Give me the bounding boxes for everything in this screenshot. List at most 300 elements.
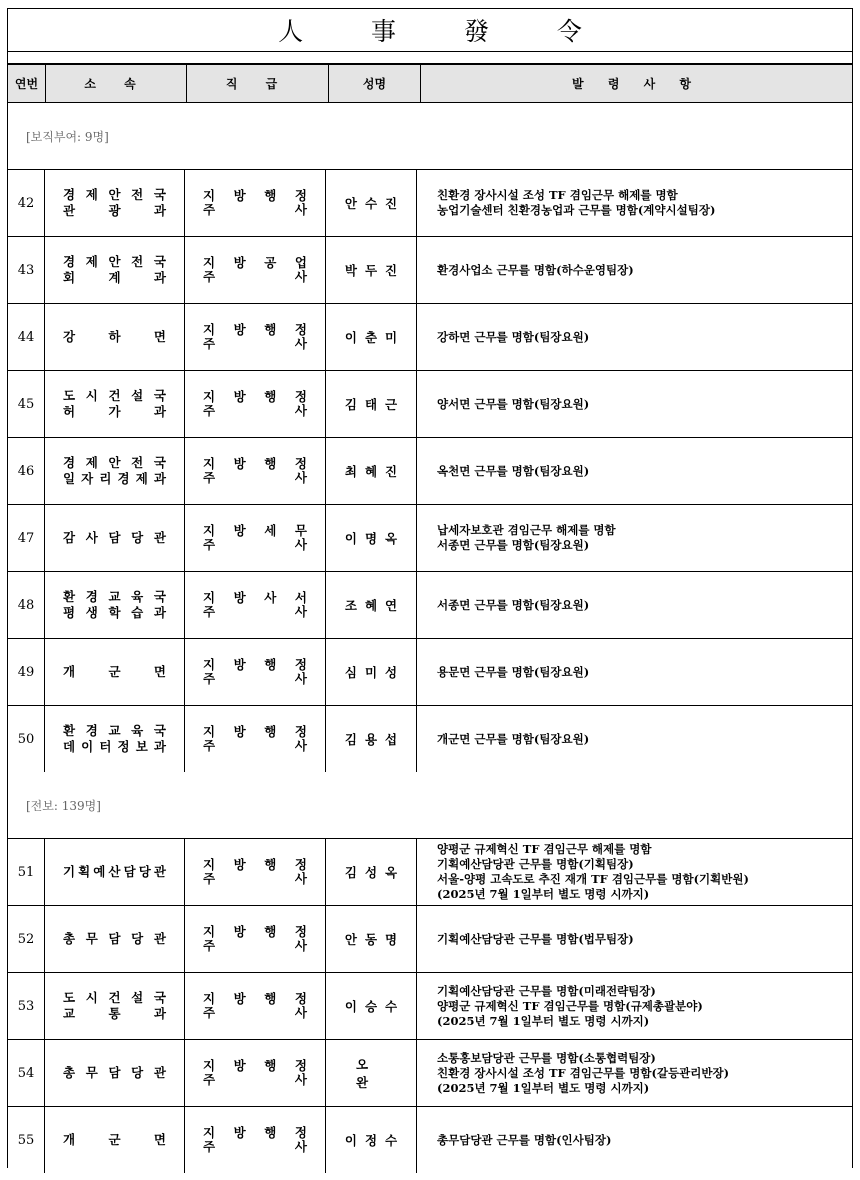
table-row bbox=[8, 438, 852, 505]
person-name: 오완 bbox=[326, 1040, 417, 1106]
rank-line-2 bbox=[203, 938, 307, 954]
dept-cell bbox=[45, 906, 185, 972]
char: 사 bbox=[294, 938, 307, 953]
char: 제 bbox=[135, 471, 148, 486]
dept-cell bbox=[45, 1040, 185, 1106]
char: 경 bbox=[85, 723, 98, 738]
char: 전 bbox=[131, 254, 144, 269]
char: 방 bbox=[233, 857, 246, 872]
char: 주 bbox=[203, 738, 216, 753]
person-name: 최혜진 bbox=[326, 438, 417, 504]
rank-line-2 bbox=[203, 470, 307, 486]
table-row bbox=[8, 572, 852, 639]
char: 정 bbox=[294, 456, 307, 471]
order-line: (2025년 7월 1일부터 별도 명령 시까지) bbox=[437, 1013, 650, 1028]
dept-line-1 bbox=[63, 455, 166, 471]
char: 세 bbox=[264, 523, 277, 538]
char: 산 bbox=[108, 864, 121, 879]
char: 터 bbox=[99, 739, 112, 754]
order-line: 소통홍보담당관 근무를 명함(소통협력팀장) bbox=[437, 1050, 656, 1065]
order-line: 용문면 근무를 명함(팀장요원) bbox=[437, 664, 590, 679]
order-cell bbox=[417, 170, 852, 236]
order-line: 개군면 근무를 명함(팀장요원) bbox=[437, 731, 590, 746]
row-number: 52 bbox=[8, 906, 45, 972]
char: 사 bbox=[294, 1072, 307, 1087]
order-cell bbox=[417, 572, 852, 638]
char: 주 bbox=[203, 470, 216, 485]
char: 지 bbox=[203, 1125, 216, 1140]
rank-line-2 bbox=[203, 269, 307, 285]
char: 교 bbox=[63, 1006, 76, 1021]
dept-cell bbox=[45, 170, 185, 236]
char: 관 bbox=[153, 931, 166, 946]
dept-cell bbox=[45, 1107, 185, 1173]
table-row bbox=[8, 304, 852, 371]
transfer-rows bbox=[8, 839, 852, 1173]
person-name: 박두진 bbox=[326, 237, 417, 303]
order-cell bbox=[417, 237, 852, 303]
dept-line-2 bbox=[63, 605, 166, 621]
char: 방 bbox=[233, 188, 246, 203]
char: 국 bbox=[153, 723, 166, 738]
char: 허 bbox=[63, 404, 76, 419]
char: 총 bbox=[63, 1065, 76, 1080]
char: 안 bbox=[108, 254, 121, 269]
table-row bbox=[8, 906, 852, 973]
char: 지 bbox=[203, 857, 216, 872]
table-header bbox=[8, 65, 852, 103]
char: 사 bbox=[294, 604, 307, 619]
rank-cell bbox=[185, 1040, 326, 1106]
char: 지 bbox=[203, 991, 216, 1006]
char: 개 bbox=[63, 664, 76, 679]
dept-line-1 bbox=[63, 664, 166, 680]
char: 지 bbox=[203, 657, 216, 672]
dept-line-1 bbox=[63, 388, 166, 404]
rank-line-2 bbox=[203, 1005, 307, 1021]
order-line: 옥천면 근무를 명함(팀장요원) bbox=[437, 463, 590, 478]
person-name: 안수진 bbox=[326, 170, 417, 236]
char: 전 bbox=[131, 187, 144, 202]
char: 안 bbox=[108, 187, 121, 202]
order-cell bbox=[417, 1107, 852, 1173]
table-row bbox=[8, 170, 852, 237]
char: 건 bbox=[108, 388, 121, 403]
char: 무 bbox=[85, 931, 98, 946]
document-title: 人 事 發 令 bbox=[278, 17, 612, 46]
char: 정 bbox=[294, 857, 307, 872]
person-name: 김태근 bbox=[326, 371, 417, 437]
char: 학 bbox=[108, 605, 121, 620]
dept-line-1 bbox=[63, 530, 166, 546]
char: 사 bbox=[294, 403, 307, 418]
dept-line-1 bbox=[63, 1132, 166, 1148]
order-line: 서종면 근무를 명함(팀장요원) bbox=[437, 597, 590, 612]
char: 담 bbox=[108, 530, 121, 545]
char: 정 bbox=[294, 657, 307, 672]
person-name: 심미성 bbox=[326, 639, 417, 705]
char: 지 bbox=[203, 590, 216, 605]
rank-cell bbox=[185, 438, 326, 504]
rank-cell bbox=[185, 973, 326, 1039]
rank-line-2 bbox=[203, 738, 307, 754]
char: 회 bbox=[63, 270, 76, 285]
char: 행 bbox=[264, 188, 277, 203]
char: 행 bbox=[264, 924, 277, 939]
char: 당 bbox=[131, 530, 144, 545]
row-number: 45 bbox=[8, 371, 45, 437]
char: 사 bbox=[294, 269, 307, 284]
table-row bbox=[8, 371, 852, 438]
char: 주 bbox=[203, 403, 216, 418]
char: 방 bbox=[233, 924, 246, 939]
char: 교 bbox=[108, 723, 121, 738]
char: 전 bbox=[131, 455, 144, 470]
person-name: 이명옥 bbox=[326, 505, 417, 571]
char: 서 bbox=[294, 590, 307, 605]
person-name: 안동명 bbox=[326, 906, 417, 972]
order-line: (2025년 7월 1일부터 별도 명령 시까지) bbox=[437, 887, 650, 901]
char: 설 bbox=[131, 388, 144, 403]
row-number: 42 bbox=[8, 170, 45, 236]
char: 사 bbox=[294, 871, 307, 886]
dept-line-1 bbox=[63, 254, 166, 270]
char: 환 bbox=[63, 589, 76, 604]
char: 담 bbox=[108, 1065, 121, 1080]
order-cell bbox=[417, 505, 852, 571]
char: 방 bbox=[233, 523, 246, 538]
char: 안 bbox=[108, 455, 121, 470]
rank-line-2 bbox=[203, 1072, 307, 1088]
rank-cell bbox=[185, 1107, 326, 1173]
char: 공 bbox=[264, 255, 277, 270]
row-number: 48 bbox=[8, 572, 45, 638]
title-box bbox=[8, 9, 852, 52]
rank-cell bbox=[185, 170, 326, 236]
char: 정 bbox=[294, 1125, 307, 1140]
personnel-order-document bbox=[7, 8, 853, 1168]
char: 방 bbox=[233, 991, 246, 1006]
order-line: 총무담당관 근무를 명함(인사팀장) bbox=[437, 1132, 612, 1147]
char: 주 bbox=[203, 604, 216, 619]
person-name: 이승수 bbox=[326, 973, 417, 1039]
char: 방 bbox=[233, 255, 246, 270]
rank-line-2 bbox=[203, 671, 307, 687]
char: 주 bbox=[203, 938, 216, 953]
row-number: 43 bbox=[8, 237, 45, 303]
dept-line-1 bbox=[63, 1065, 166, 1081]
char: 행 bbox=[264, 1058, 277, 1073]
char: 담 bbox=[108, 931, 121, 946]
char: 정 bbox=[294, 188, 307, 203]
char: 획 bbox=[78, 864, 91, 879]
char: 제 bbox=[85, 455, 98, 470]
rank-line-2 bbox=[203, 202, 307, 218]
char: 방 bbox=[233, 322, 246, 337]
char: 가 bbox=[108, 404, 121, 419]
order-cell bbox=[417, 1040, 852, 1106]
rank-cell bbox=[185, 839, 326, 905]
order-cell bbox=[417, 438, 852, 504]
char: 데 bbox=[63, 739, 76, 754]
char: 광 bbox=[108, 203, 121, 218]
char: 지 bbox=[203, 188, 216, 203]
char: 행 bbox=[264, 1125, 277, 1140]
rank-cell bbox=[185, 371, 326, 437]
rank-line-2 bbox=[203, 537, 307, 553]
char: 무 bbox=[294, 523, 307, 538]
order-cell bbox=[417, 639, 852, 705]
header-rank: 직 급 bbox=[187, 65, 329, 102]
order-line: 친환경 장사시설 조성 TF 겸임근무를 명함(갈등관리반장) bbox=[437, 1065, 730, 1080]
char: 행 bbox=[264, 657, 277, 672]
char: 하 bbox=[108, 329, 121, 344]
char: 주 bbox=[203, 202, 216, 217]
row-number: 55 bbox=[8, 1107, 45, 1173]
dept-cell bbox=[45, 304, 185, 370]
table-row bbox=[8, 639, 852, 706]
rank-line-2 bbox=[203, 403, 307, 419]
char: 과 bbox=[153, 1006, 166, 1021]
dept-line-1 bbox=[63, 931, 166, 947]
dept-cell bbox=[45, 706, 185, 772]
char: 계 bbox=[108, 270, 121, 285]
row-number: 53 bbox=[8, 973, 45, 1039]
person-name: 김성옥 bbox=[326, 839, 417, 905]
rank-line-2 bbox=[203, 336, 307, 352]
order-line: 기획예산담당관 근무를 명함(미래전략팀장) bbox=[437, 983, 656, 998]
char: 행 bbox=[264, 389, 277, 404]
order-line: 양평군 규제혁신 TF 겸임근무를 명함(규제총괄분야) bbox=[437, 998, 703, 1013]
char: 국 bbox=[153, 589, 166, 604]
dept-line-1 bbox=[63, 723, 166, 739]
char: 관 bbox=[153, 864, 166, 879]
char: 정 bbox=[294, 991, 307, 1006]
char: 경 bbox=[63, 455, 76, 470]
rank-cell bbox=[185, 706, 326, 772]
char: 정 bbox=[294, 1058, 307, 1073]
char: 과 bbox=[153, 605, 166, 620]
dept-cell bbox=[45, 371, 185, 437]
row-number: 49 bbox=[8, 639, 45, 705]
char: 지 bbox=[203, 389, 216, 404]
char: 예 bbox=[93, 864, 106, 879]
order-line: 강하면 근무를 명함(팀장요원) bbox=[437, 329, 590, 344]
order-line: 기획예산담당관 근무를 명함(기획팀장) bbox=[437, 857, 634, 871]
char: 시 bbox=[85, 388, 98, 403]
char: 방 bbox=[233, 1125, 246, 1140]
assignment-rows bbox=[8, 170, 852, 772]
order-cell bbox=[417, 973, 852, 1039]
char: 경 bbox=[63, 187, 76, 202]
char: 국 bbox=[153, 187, 166, 202]
row-number: 47 bbox=[8, 505, 45, 571]
dept-cell bbox=[45, 505, 185, 571]
rank-line-2 bbox=[203, 604, 307, 620]
char: 지 bbox=[203, 523, 216, 538]
char: 사 bbox=[294, 671, 307, 686]
header-dept: 소 속 bbox=[46, 65, 187, 102]
section-assignment: [보직부여: 9명] bbox=[8, 103, 852, 170]
rank-cell bbox=[185, 304, 326, 370]
table-row bbox=[8, 706, 852, 772]
person-name: 이춘미 bbox=[326, 304, 417, 370]
dept-cell bbox=[45, 973, 185, 1039]
row-number: 50 bbox=[8, 706, 45, 772]
table-row bbox=[8, 505, 852, 572]
char: 정 bbox=[294, 322, 307, 337]
char: 이 bbox=[81, 739, 94, 754]
char: 지 bbox=[203, 1058, 216, 1073]
char: 경 bbox=[63, 254, 76, 269]
char: 생 bbox=[85, 605, 98, 620]
order-line: 친환경 장사시설 조성 TF 겸임근무 해제를 명함 bbox=[437, 188, 678, 202]
char: 건 bbox=[108, 990, 121, 1005]
order-line: (2025년 7월 1일부터 별도 명령 시까지) bbox=[437, 1080, 650, 1095]
char: 주 bbox=[203, 269, 216, 284]
row-number: 44 bbox=[8, 304, 45, 370]
table-row bbox=[8, 1107, 852, 1173]
char: 국 bbox=[153, 254, 166, 269]
char: 면 bbox=[153, 664, 166, 679]
char: 국 bbox=[153, 455, 166, 470]
char: 교 bbox=[108, 589, 121, 604]
rank-cell bbox=[185, 237, 326, 303]
char: 사 bbox=[85, 530, 98, 545]
dept-line-2 bbox=[63, 270, 166, 286]
char: 행 bbox=[264, 857, 277, 872]
order-line: 환경사업소 근무를 명함(하수운영팀장) bbox=[437, 262, 634, 277]
char: 자 bbox=[81, 471, 94, 486]
char: 과 bbox=[153, 739, 166, 754]
dept-line-1 bbox=[63, 187, 166, 203]
char: 사 bbox=[294, 1139, 307, 1154]
rank-line-2 bbox=[203, 871, 307, 887]
char: 방 bbox=[233, 657, 246, 672]
person-name: 김용섭 bbox=[326, 706, 417, 772]
table-row bbox=[8, 1040, 852, 1107]
char: 도 bbox=[63, 990, 76, 1005]
char: 경 bbox=[85, 589, 98, 604]
dept-line-2 bbox=[63, 404, 166, 420]
char: 당 bbox=[131, 1065, 144, 1080]
char: 제 bbox=[85, 254, 98, 269]
char: 제 bbox=[85, 187, 98, 202]
char: 주 bbox=[203, 1005, 216, 1020]
char: 경 bbox=[117, 471, 130, 486]
char: 과 bbox=[153, 203, 166, 218]
order-line: 서종면 근무를 명함(팀장요원) bbox=[437, 538, 590, 552]
order-line: 기획예산담당관 근무를 명함(법무팀장) bbox=[437, 931, 634, 946]
char: 지 bbox=[203, 322, 216, 337]
char: 군 bbox=[108, 664, 121, 679]
dept-line-1 bbox=[63, 589, 166, 605]
char: 일 bbox=[63, 471, 76, 486]
char: 과 bbox=[153, 471, 166, 486]
char: 당 bbox=[131, 931, 144, 946]
char: 기 bbox=[63, 864, 76, 879]
dept-cell bbox=[45, 839, 185, 905]
char: 정 bbox=[294, 924, 307, 939]
char: 행 bbox=[264, 322, 277, 337]
char: 보 bbox=[135, 739, 148, 754]
rank-cell bbox=[185, 572, 326, 638]
char: 방 bbox=[233, 724, 246, 739]
char: 관 bbox=[63, 203, 76, 218]
char: 도 bbox=[63, 388, 76, 403]
char: 사 bbox=[294, 336, 307, 351]
order-line: 양서면 근무를 명함(팀장요원) bbox=[437, 396, 590, 411]
order-cell bbox=[417, 304, 852, 370]
dept-line-2 bbox=[63, 739, 166, 755]
dept-line-2 bbox=[63, 203, 166, 219]
char: 지 bbox=[203, 456, 216, 471]
char: 통 bbox=[108, 1006, 121, 1021]
order-line: 농업기술센터 친환경농업과 근무를 명함(계약시설팀장) bbox=[437, 203, 716, 217]
char: 사 bbox=[294, 738, 307, 753]
char: 평 bbox=[63, 605, 76, 620]
char: 관 bbox=[153, 530, 166, 545]
rank-cell bbox=[185, 906, 326, 972]
dept-cell bbox=[45, 237, 185, 303]
dept-cell bbox=[45, 572, 185, 638]
char: 관 bbox=[153, 1065, 166, 1080]
order-cell bbox=[417, 706, 852, 772]
rank-cell bbox=[185, 639, 326, 705]
char: 행 bbox=[264, 991, 277, 1006]
char: 업 bbox=[294, 255, 307, 270]
char: 주 bbox=[203, 336, 216, 351]
char: 지 bbox=[203, 255, 216, 270]
char: 방 bbox=[233, 1058, 246, 1073]
section-transfer: [전보: 139명] bbox=[8, 772, 852, 839]
char: 주 bbox=[203, 1072, 216, 1087]
char: 당 bbox=[138, 864, 151, 879]
char: 설 bbox=[131, 990, 144, 1005]
char: 주 bbox=[203, 537, 216, 552]
char: 군 bbox=[108, 1132, 121, 1147]
person-name: 이정수 bbox=[326, 1107, 417, 1173]
dept-line-2 bbox=[63, 1006, 166, 1022]
order-cell bbox=[417, 839, 852, 905]
char: 방 bbox=[233, 590, 246, 605]
rank-cell bbox=[185, 505, 326, 571]
char: 습 bbox=[131, 605, 144, 620]
order-cell bbox=[417, 906, 852, 972]
dept-cell bbox=[45, 639, 185, 705]
char: 사 bbox=[294, 537, 307, 552]
char: 면 bbox=[153, 1132, 166, 1147]
char: 사 bbox=[294, 202, 307, 217]
char: 주 bbox=[203, 1139, 216, 1154]
char: 육 bbox=[131, 589, 144, 604]
char: 방 bbox=[233, 456, 246, 471]
char: 행 bbox=[264, 456, 277, 471]
row-number: 46 bbox=[8, 438, 45, 504]
char: 방 bbox=[233, 389, 246, 404]
char: 담 bbox=[123, 864, 136, 879]
char: 정 bbox=[294, 724, 307, 739]
char: 면 bbox=[153, 329, 166, 344]
char: 국 bbox=[153, 990, 166, 1005]
char: 무 bbox=[85, 1065, 98, 1080]
char: 주 bbox=[203, 671, 216, 686]
title-gap bbox=[8, 52, 852, 65]
table-row bbox=[8, 237, 852, 304]
person-name: 조혜연 bbox=[326, 572, 417, 638]
order-line: 납세자보호관 겸임근무 해제를 명함 bbox=[437, 523, 616, 537]
char: 지 bbox=[203, 724, 216, 739]
